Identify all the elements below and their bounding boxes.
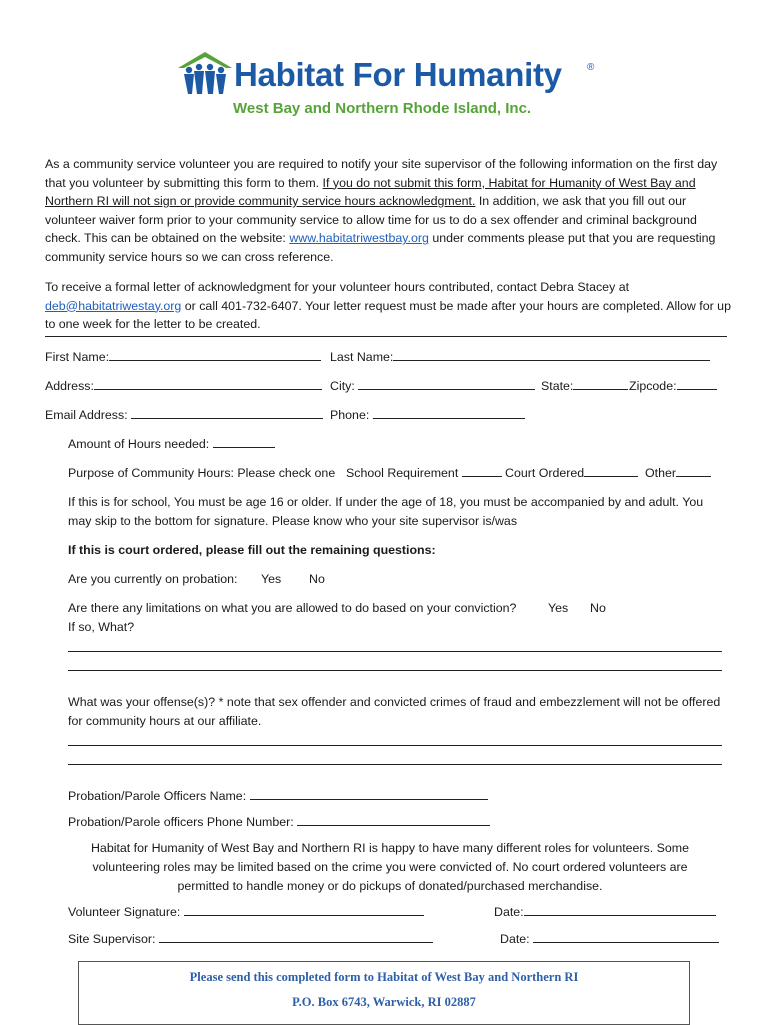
intro-paragraph-2 — [45, 278, 735, 334]
probation-question: Are you currently on probation: — [68, 572, 238, 586]
volunteer-date-field[interactable] — [494, 903, 716, 922]
offense-answer-line-2[interactable] — [68, 764, 722, 765]
court-heading: If this is court ordered, please fill out the remaining questions: — [68, 543, 436, 557]
probation-no-option[interactable]: No — [309, 572, 325, 586]
website-link[interactable]: www.habitatriwestbay.org — [289, 231, 429, 246]
hours-needed-field[interactable] — [68, 435, 275, 454]
state-field[interactable] — [541, 377, 628, 396]
zipcode-label: Zipcode: — [629, 379, 677, 393]
other-option[interactable] — [645, 464, 711, 483]
limitations-no-option[interactable]: No — [590, 601, 606, 615]
phone-label: Phone: — [330, 408, 370, 422]
intro-text-c: under comments please put that you are requesting community service hours so we can cross reference. — [45, 231, 716, 264]
intro-paragraph-1 — [45, 155, 735, 267]
city-field[interactable] — [330, 377, 535, 396]
zipcode-field[interactable] — [629, 377, 717, 396]
mailing-address: P.O. Box 6743, Warwick, RI 02887 — [292, 995, 476, 1009]
school-requirement-option[interactable] — [346, 464, 502, 483]
po-phone-label: Probation/Parole officers Phone Number: — [68, 815, 294, 829]
site-supervisor-label: Site Supervisor: — [68, 932, 156, 946]
first-name-label: First Name: — [45, 350, 110, 364]
last-name-field[interactable] — [330, 348, 710, 367]
intro-text-b: In addition, we ask that you fill out our volunteer waiver form prior to your community service to allow time for us to do a sex offender and criminal background check. This can be obtained on the website: — [45, 194, 697, 246]
limitations-if-so: If so, What? — [68, 620, 135, 634]
limitations-answer-line-1[interactable] — [68, 651, 722, 652]
address-field[interactable] — [45, 377, 322, 396]
roles-note-line-3: permitted to handle money or do pickups of donated/purchased merchandise. — [177, 879, 603, 893]
limitations-question: Are there any limitations on what you are allowed to do based on your conviction? — [68, 601, 517, 615]
court-ordered-option[interactable] — [505, 464, 638, 483]
org-subtitle: West Bay and Northern Rhode Island, Inc. — [233, 100, 532, 117]
volunteer-signature-field[interactable] — [68, 903, 424, 922]
section-divider — [45, 336, 727, 337]
state-label: State: — [541, 379, 574, 393]
po-phone-field[interactable] — [68, 813, 490, 832]
last-name-label: Last Name: — [330, 350, 394, 364]
school-requirement-label: School Requirement — [346, 466, 459, 480]
volunteer-signature-label: Volunteer Signature: — [68, 905, 181, 919]
court-ordered-label: Court Ordered — [505, 466, 585, 480]
po-name-label: Probation/Parole Officers Name: — [68, 789, 247, 803]
mailing-instruction: Please send this completed form to Habitat of West Bay and Northern RI — [189, 970, 579, 984]
city-label: City: — [330, 379, 355, 393]
intro-text-a: As a community service volunteer you are required to notify your site supervisor of the following information on the first day that you volunteer by submitting this form to them. — [45, 157, 718, 190]
school-note: If this is for school, You must be age 16 or older. If under the age of 18, you must be accompanied by and adult. You may skip to the bottom for signature. Please know who your site supervisor is/was — [68, 495, 704, 528]
email-link[interactable]: deb@habitatriwestay.org — [45, 298, 182, 313]
probation-yes-option[interactable]: Yes — [261, 572, 282, 586]
supervisor-date-field[interactable] — [500, 930, 719, 949]
volunteer-date-label: Date: — [494, 905, 524, 919]
phone-field[interactable] — [330, 406, 525, 425]
first-name-field[interactable] — [45, 348, 321, 367]
registered-mark: ® — [587, 62, 595, 73]
roles-note-line-1: Habitat for Humanity of West Bay and Northern RI is happy to have many different roles for volunteers. Some — [90, 841, 690, 855]
po-name-field[interactable] — [68, 787, 488, 806]
limitations-answer-line-2[interactable] — [68, 670, 722, 671]
letter-text-b: or call 401-732-6407. Your letter request must be made after your hours are completed. Allow for up to one week for the letter to be created. — [45, 298, 731, 332]
offense-question: What was your offense(s)? * note that sex offender and convicted crimes of fraud and embezzlement will not be offered for community hours at our affiliate. — [68, 695, 721, 728]
email-field[interactable] — [45, 406, 323, 425]
habitat-logo — [176, 50, 606, 120]
email-label: Email Address: — [45, 408, 128, 422]
limitations-yes-option[interactable]: Yes — [548, 601, 569, 615]
habitat-house-people-icon — [176, 50, 234, 98]
address-label: Address: — [45, 379, 94, 393]
org-name: Habitat For Humanity — [234, 56, 562, 93]
purpose-row — [68, 464, 335, 483]
hours-needed-label: Amount of Hours needed: — [68, 437, 210, 451]
mailing-instructions-box — [78, 961, 690, 1025]
offense-answer-line-1[interactable] — [68, 745, 722, 746]
intro-warning-underlined: If you do not submit this form, Habitat for Humanity of West Bay and Northern RI will not sign or provide community service hours acknowledgment. — [45, 175, 696, 209]
purpose-label: Purpose of Community Hours: Please check one — [68, 466, 336, 480]
supervisor-date-label: Date: — [500, 932, 530, 946]
other-label: Other — [645, 466, 676, 480]
site-supervisor-field[interactable] — [68, 930, 433, 949]
letter-text-a: To receive a formal letter of acknowledgment for your volunteer hours contributed, contact Debra Stacey at — [45, 280, 630, 294]
roles-note-line-2: volunteering roles may be limited based on the crime you were convicted of. No court ordered volunteers are — [92, 860, 688, 874]
